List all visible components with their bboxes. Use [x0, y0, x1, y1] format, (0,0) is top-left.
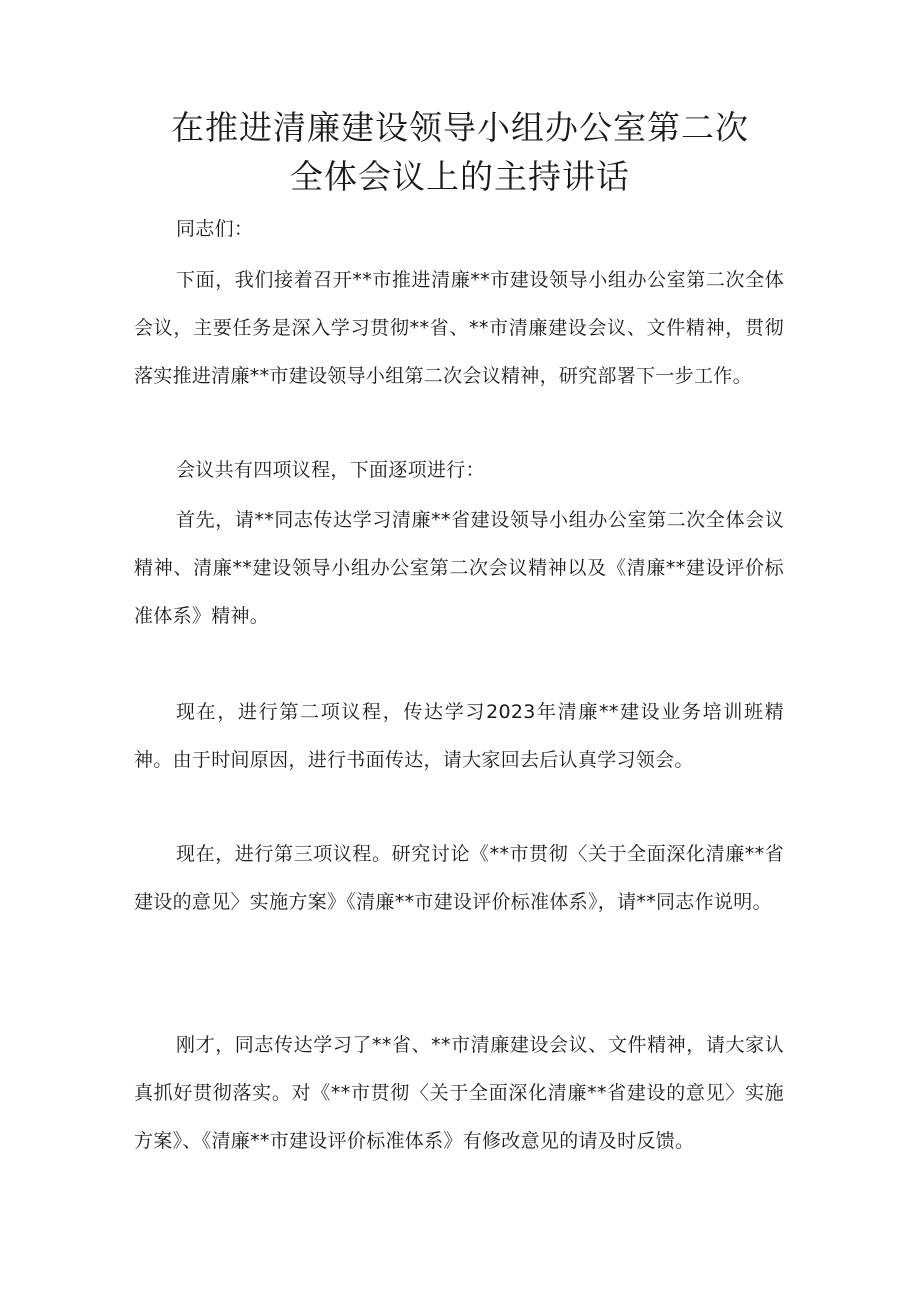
agenda-item-1-paragraph: 首先，请**同志传达学习清廉**省建设领导小组办公室第二次全体会议精神、清廉**建设领导小组办公室第二次会议精神以及《清廉**建设评价标准体系》精神。: [134, 509, 784, 627]
document-title-line-2: 全体会议上的主持讲话: [290, 157, 630, 196]
summary-paragraph: 刚才，同志传达学习了**省、**市清廉建设会议、文件精神，请大家认真抓好贯彻落实。对《**市贯彻〈关于全面深化清廉**省建设的意见〉实施方案》、《清廉**市建设评价标准体系》有修改意见的请及时反馈。: [134, 1034, 784, 1152]
agenda-item-3-paragraph: 现在，进行第三项议程。研究讨论《**市贯彻〈关于全面深化清廉**省建设的意见〉实施方案》《清廉**市建设评价标准体系》，请**同志作说明。: [134, 843, 784, 913]
salutation-paragraph: 同志们：: [176, 218, 254, 240]
agenda-item-2-paragraph: 现在，进行第二项议程，传达学习2023年清廉**建设业务培训班精神。由于时间原因，进行书面传达，请大家回去后认真学习领会。: [134, 701, 784, 771]
opening-paragraph: 下面，我们接着召开**市推进清廉**市建设领导小组办公室第二次全体会议，主要任务是深入学习贯彻**省、**市清廉建设会议、文件精神，贯彻落实推进清廉**市建设领导小组第二次会议精神，研究部署下一步工作。: [134, 269, 784, 387]
document-title-line-1: 在推进清廉建设领导小组办公室第二次: [171, 108, 749, 147]
agenda-intro-paragraph: 会议共有四项议程，下面逐项进行：: [176, 459, 485, 481]
